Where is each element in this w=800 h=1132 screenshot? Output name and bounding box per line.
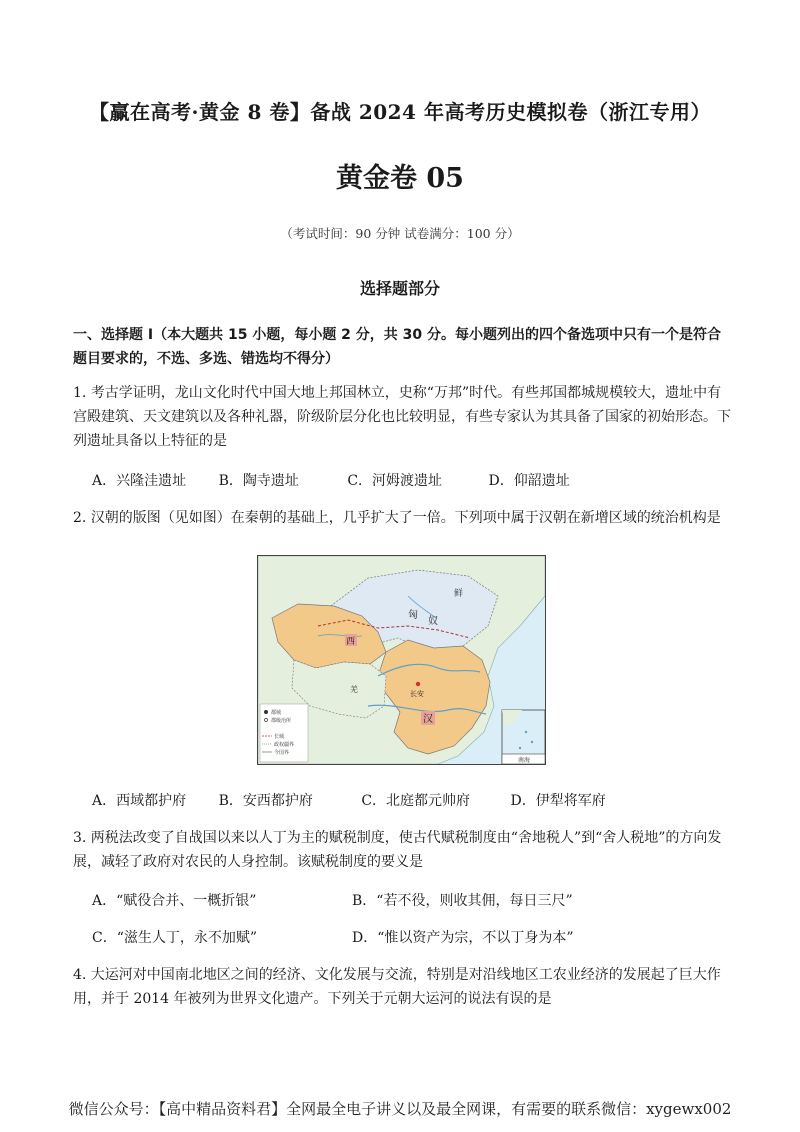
question-2-option-a[interactable]: A．西域都护府 xyxy=(92,793,187,809)
map-label-han: 汉 xyxy=(423,714,433,725)
question-2-text: 2. 汉朝的版图（见如图）在秦朝的基础上，几乎扩大了一倍。下列项中属于汉朝在新增区域的统治机构是 xyxy=(73,510,721,526)
south-sea-label: 南海 xyxy=(517,757,531,764)
svg-text:长城: 长城 xyxy=(274,734,285,740)
question-1-option-b[interactable]: B．陶寺遗址 xyxy=(218,473,299,489)
question-2-option-c[interactable]: C．北庭都元帅府 xyxy=(361,793,471,809)
map-label-xiongnu-1: 匈 xyxy=(408,610,418,621)
question-2-options xyxy=(92,790,634,810)
svg-text:都城: 都城 xyxy=(271,710,282,716)
question-3-option-d[interactable]: D．“惟以资产为宗，不以丁身为本” xyxy=(352,930,574,946)
exam-info: （考试时间：90 分钟 试卷满分：100 分） xyxy=(280,226,520,241)
map-label-qiang: 羌 xyxy=(350,685,358,694)
section-title: 选择题部分 xyxy=(359,279,440,298)
question-1-option-d[interactable]: D．仰韶遗址 xyxy=(488,473,570,489)
map-label-xiongnu-2: 奴 xyxy=(428,616,438,627)
map-label-xi: 西 xyxy=(346,637,356,647)
footer-notice: 微信公众号：【高中精品资料君】全网最全电子讲义以及最全网课，有需要的联系微信：xygewx002 xyxy=(68,1100,732,1118)
question-3-option-c[interactable]: C．“滋生人丁，永不加赋” xyxy=(92,930,258,946)
question-2-option-d[interactable]: D．伊犁将军府 xyxy=(510,793,606,809)
question-1-text: 1. 考古学证明，龙山文化时代中国大地上邦国林立，史称“万邦”时代。有些邦国都城规模较大，遗址中有宫殿建筑、天文建筑以及各种礼器，阶级阶层分化也比较明显，有些专家认为其具备了国家的初始形态。下列遗址具备以上特征的是 xyxy=(73,385,731,449)
han-dynasty-map xyxy=(257,555,546,765)
question-1-option-a[interactable]: A．兴隆洼遗址 xyxy=(92,473,187,489)
question-2-option-b[interactable]: B．安西都护府 xyxy=(218,793,313,809)
question-3-option-a[interactable]: A．“赋役合并、一概折银” xyxy=(92,893,257,909)
question-1-option-c[interactable]: C．河姆渡遗址 xyxy=(347,473,443,489)
question-3-text: 3. 两税法改变了自战国以来以人丁为主的赋税制度，使古代赋税制度由“舍地税人”到“舍人税地”的方向发展，减轻了政府对农民的人身控制。该赋税制度的要义是 xyxy=(73,830,722,870)
section-instructions: 一、选择题 I（本大题共 15 小题，每小题 2 分，共 30 分。每小题列出的四个备选项中只有一个是符合题目要求的，不选、多选、错选均不得分） xyxy=(73,327,722,367)
paper-title: 黄金卷 05 xyxy=(336,163,464,194)
svg-text:政权疆界: 政权疆界 xyxy=(274,742,295,748)
map-label-xianbei: 鲜 xyxy=(454,589,464,599)
han-map-figure xyxy=(258,556,545,764)
question-3-option-b[interactable]: B．“若不役，则收其佣，每日三尺” xyxy=(352,893,573,909)
svg-text:今国界: 今国界 xyxy=(274,750,290,756)
svg-text:郡级治所: 郡级治所 xyxy=(271,718,292,724)
changan-marker xyxy=(416,682,420,686)
question-1-options xyxy=(92,470,598,490)
question-4-text: 4. 大运河对中国南北地区之间的经济、文化发展与交流，特别是对沿线地区工农业经济的发展起了巨大作用，并于 2014 年被列为世界文化遗产。下列关于元朝大运河的说法有误的是 xyxy=(73,967,721,1007)
map-label-changan: 长安 xyxy=(410,690,424,698)
paper-series-title: 【赢在高考·黄金 8 卷】备战 2024 年高考历史模拟卷（浙江专用） xyxy=(89,100,711,124)
